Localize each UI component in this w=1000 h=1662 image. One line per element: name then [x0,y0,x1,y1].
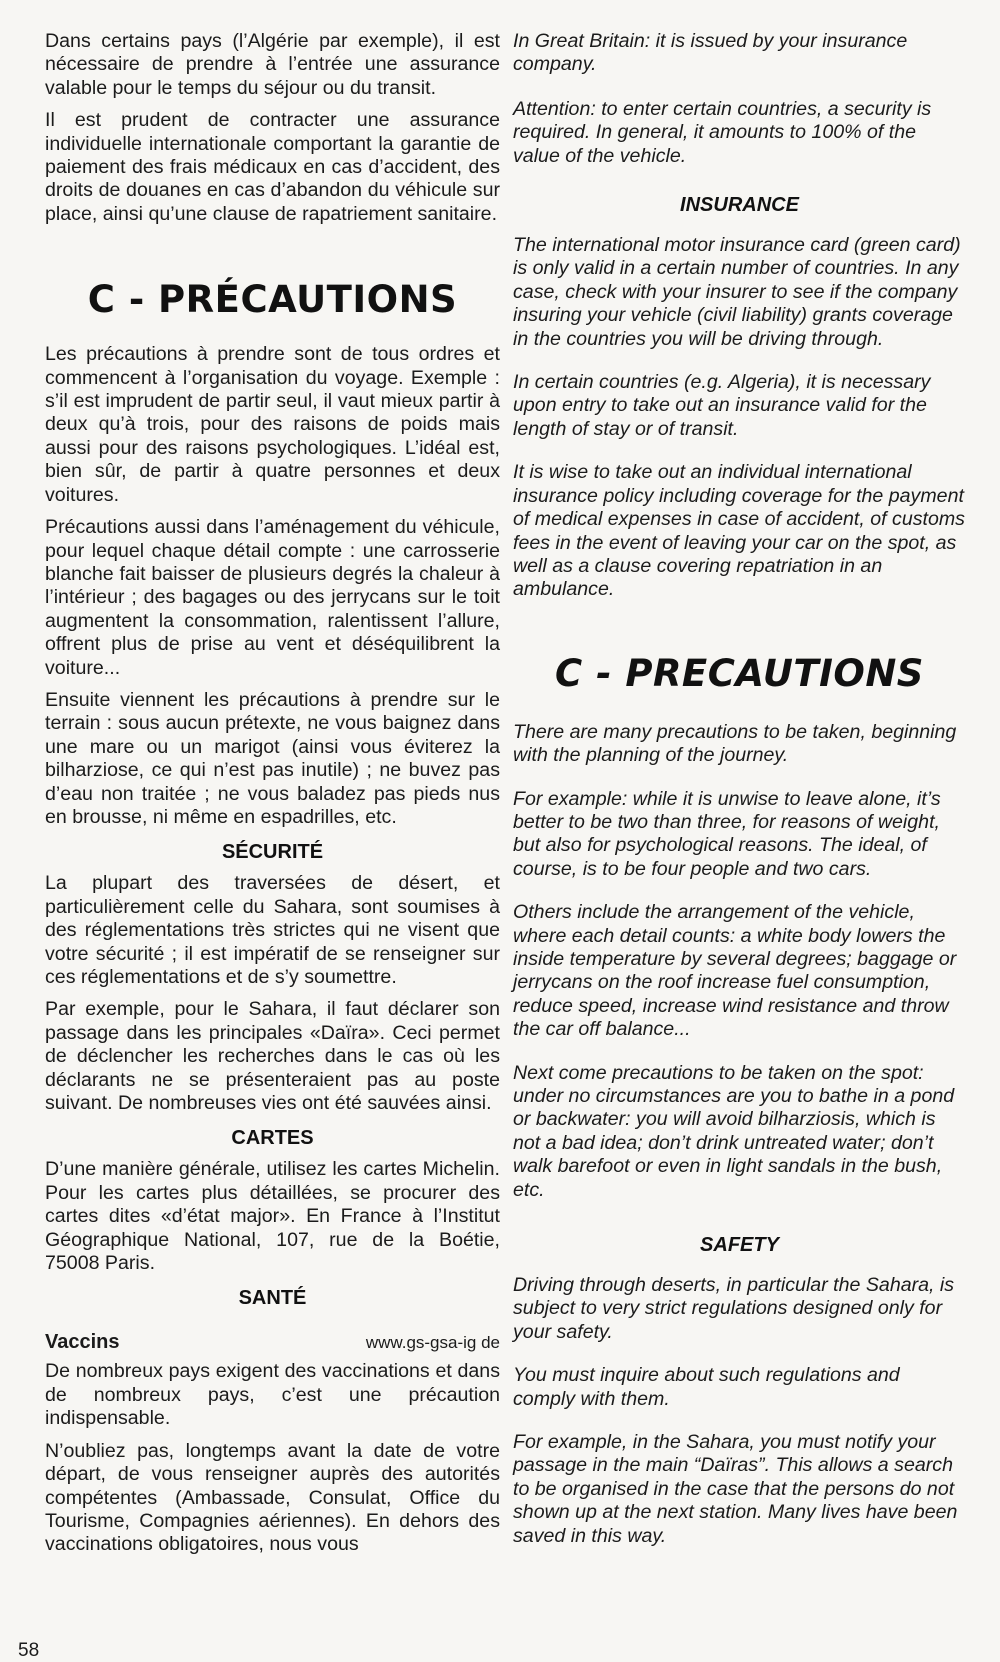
vaccins-url: www.gs-gsa-ig de [365,1333,500,1353]
vaccins-title: Vaccins [45,1331,120,1354]
page-number: 58 [18,1640,40,1661]
vaccins-row [45,1331,500,1354]
subheading-safety: SAFETY [700,1234,779,1257]
paragraph-safety-3: For example, in the Sahara, you must notify your passage in the main “Daïras”. This allows a search to be organised in the case that the persons do not shown up at the next station. Many lives have been saved in this way. [513,1431,958,1547]
paragraph-great-britain: In Great Britain: it is issued by your insurance company. [513,30,908,76]
paragraph-precautions-1: Les précautions à prendre sont de tous ordres et commencent à l’organisation du voyage. Exemple : s’il est imprudent de partir seul, il vaut mieux partir à deux qu’à trois, pour des raisons de poids mais aussi pour des raisons psychologiques. L’idéal est, bien sûr, de partir à quatre personnes et deux voitures. [45,343,500,506]
paragraph-insurance-2: In certain countries (e.g. Algeria), it is necessary upon entry to take out an insurance valid for the length of stay or of transit. [513,371,931,440]
paragraph-insurance-1: The international motor insurance card (green card) is only valid in a certain number of countries. In any case, check with your insurer to see if the company insuring your vehicle (civil liability) grants coverage in the countries you will be driving through. [513,234,961,350]
paragraph-attention-security: Attention: to enter certain countries, a security is required. In general, it amounts to 100% of the value of the vehicle. [513,97,932,167]
section-heading-precautions-en: C - PRECAUTIONS [555,651,924,695]
paragraph-securite-1: La plupart des traversées de désert, et particulièrement celle du Sahara, sont soumises à des réglementations très strictes qui ne visent que votre sécurité ; il est impératif de se renseigner sur ces réglementations et de s’y soumettre. [45,872,500,988]
subheading-insurance: INSURANCE [680,194,799,217]
paragraph-sante-1: De nombreux pays exigent des vaccinations et dans de nombreux pays, c’est une précaution indispensable. [45,1360,500,1430]
left-column-french [45,30,500,1557]
paragraph-precautions-3: Ensuite viennent les précautions à prendre sur le terrain : sous aucun prétexte, ne vous baignez dans une mare ou un marigot (ainsi vous éviterez la bilharziose, ce qui n’est pas inutile) ; ne buvez pas d’eau non traitée ; ne vous baladez pas pieds nus en brousse, ni même en espadrilles, etc. [45,688,500,828]
paragraph-securite-2: Par exemple, pour le Sahara, il faut déclarer son passage dans les principales «Daïra». Ceci permet de déclencher les recherches dans le cas où les déclarants ne se présenteraient pas au poste suivant. De nombreuses vies ont été sauvées ainsi. [45,998,500,1115]
subheading-sante: SANTÉ [238,1287,307,1310]
paragraph-precautions-2: Précautions aussi dans l’aménagement du véhicule, pour lequel chaque détail compte : une carrosserie blanche fait baisser de plusieurs degrés la chaleur à l’intérieur ; des bagages ou des jerrycans sur le toit augmentent la consommation, ralentissent l’allure, offrent plus de prise au vent et déséquilibrent la voiture... [45,516,500,679]
paragraph-precautions-en-1: There are many precautions to be taken, beginning with the planning of the journey. [513,720,957,767]
paragraph-assurance-algerie: Dans certains pays (l’Algérie par exemple), il est nécessaire de prendre à l’entrée une assurance valable pour le temps du séjour ou du transit. [45,30,500,99]
paragraph-precautions-en-2: For example: while it is unwise to leave alone, it’s better to be two than three, for reasons of weight, but also for psychological reasons. The ideal, of course, is to be four people and two cars. [513,787,941,880]
subheading-securite: SÉCURITÉ [221,841,324,864]
paragraph-safety-1: Driving through deserts, in particular the Sahara, is subject to very strict regulations designed only for your safety. [513,1274,955,1343]
paragraph-sante-2: N’oubliez pas, longtemps avant la date de votre départ, de vous renseigner auprès des autorités compétentes (Ambassade, Consulat, Office du Tourisme, Compagnies aériennes). En dehors des vaccinations obligatoires, nous vous [45,1439,500,1556]
right-column-english [513,30,966,1548]
paragraph-safety-2: You must inquire about such regulations and comply with them. [513,1364,900,1410]
paragraph-precautions-en-4: Next come precautions to be taken on the spot: under no circumstances are you to bathe in a pond or backwater: you will avoid bilharziosis, which is not a bad idea; don’t drink untreated water; don’t walk barefoot or even in light sandals in the bush, etc. [513,1061,955,1201]
paragraph-assurance-individuelle: Il est prudent de contracter une assurance individuelle internationale comportant la garantie de paiement des frais médicaux en cas d’accident, des droits de douanes en cas d’abandon du véhicule sur place, ainsi qu’une clause de rapatriement sanitaire. [45,109,500,225]
paragraph-cartes: D’une manière générale, utilisez les cartes Michelin. Pour les cartes plus détaillées, se procurer des cartes dites «d’état major». En France à l’Institut Géographique National, 107, rue de la Boétie, 75008 Paris. [45,1158,500,1275]
paragraph-precautions-en-3: Others include the arrangement of the vehicle, where each detail counts: a white body lowers the inside temperature by several degrees; baggage or jerrycans on the roof increase fuel consumption, reduce speed, increase wind resistance and throw the car off balance... [513,901,957,1041]
paragraph-insurance-3: It is wise to take out an individual international insurance policy including coverage for the payment of medical expenses in case of accident, of customs fees in the event of leaving your car on the spot, as well as a clause covering repatriation in an ambulance. [513,461,965,601]
subheading-cartes: CARTES [231,1127,314,1150]
section-heading-precautions-fr: C - PRÉCAUTIONS [87,278,458,322]
